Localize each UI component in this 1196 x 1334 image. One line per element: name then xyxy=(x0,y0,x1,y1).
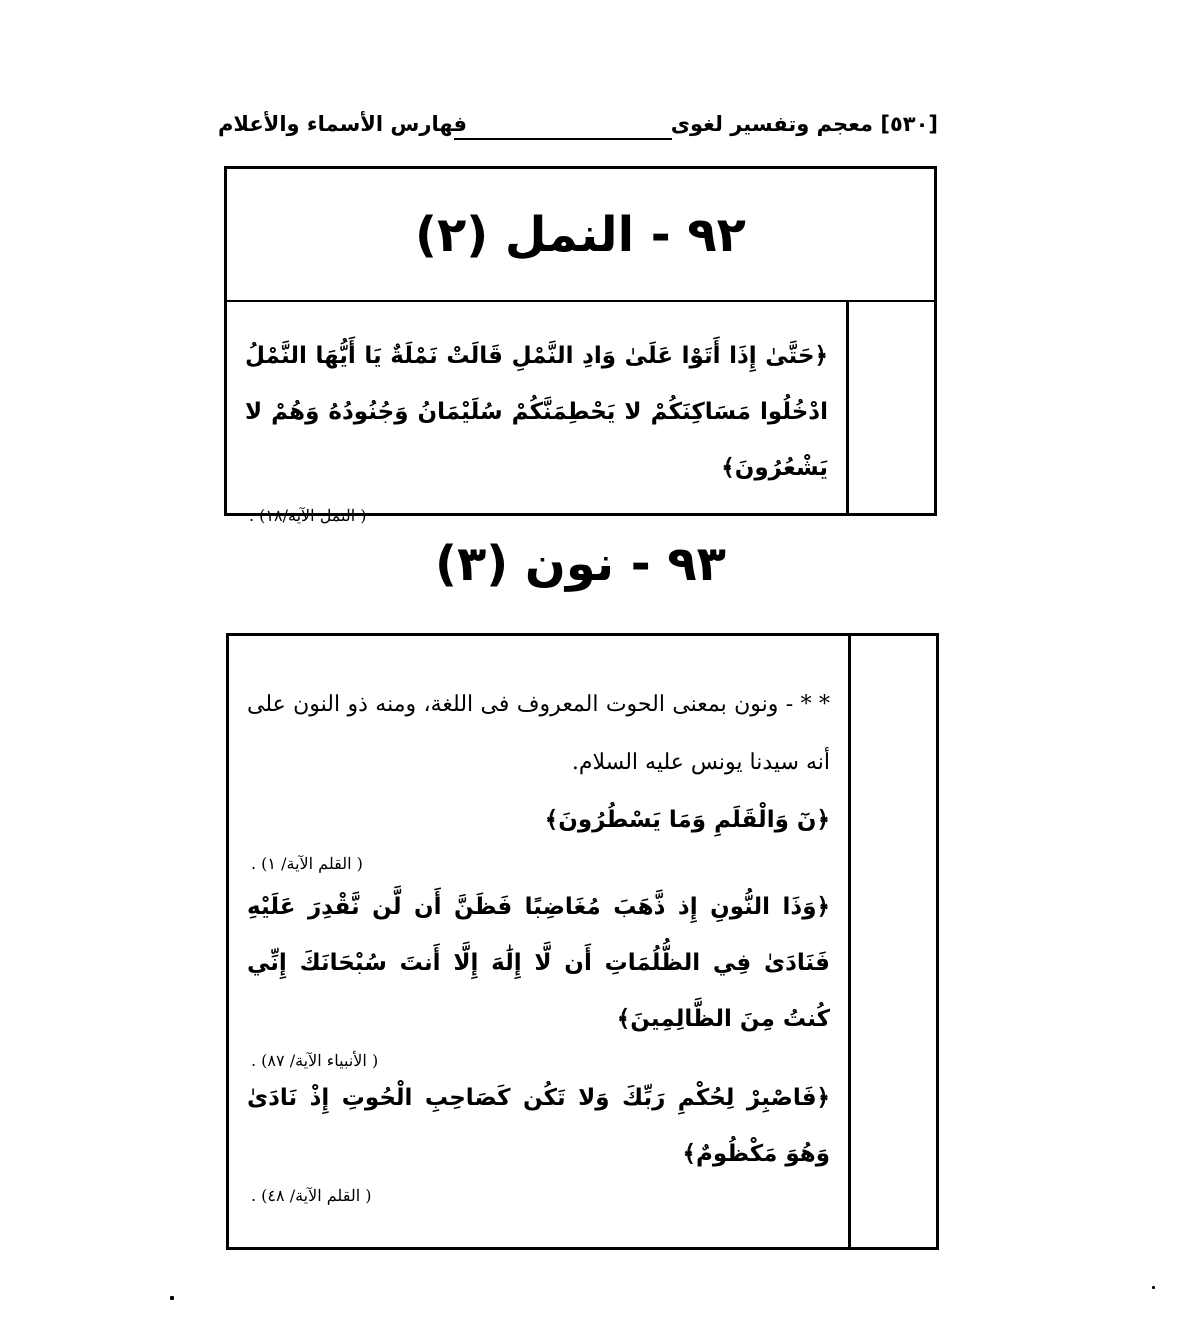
entry-92-table xyxy=(224,166,937,525)
entry-93-side-column xyxy=(848,636,936,1247)
entry-92-verse: ﴿حَتَّىٰ إِذَا أَتَوْا عَلَىٰ وَادِ النَّمْلِ قَالَتْ نَمْلَةٌ يَا أَيُّهَا النَّمْلُ ادْخُلُوا مَسَاكِنَكُمْ لا يَحْطِمَنَّكُمْ سُلَيْمَانُ وَجُنُودُهُ وَهُمْ لا يَشْعُرُونَ﴾ xyxy=(245,343,828,481)
entry-93-ref-2: ( الأنبياء الآية/ ٨٧) . xyxy=(251,1051,379,1070)
entry-93-ref-3: ( القلم الآية/ ٤٨) . xyxy=(251,1186,372,1205)
entry-93-ref-1: ( القلم الآية/ ١) . xyxy=(251,854,363,873)
entry-93-content xyxy=(229,636,848,1247)
entry-93-intro: * * - ونون بمعنى الحوت المعروف فى اللغة، ومنه ذو النون على أنه سيدنا يونس عليه السلام. xyxy=(247,692,830,775)
scan-speck xyxy=(170,1296,174,1300)
running-header xyxy=(218,112,938,148)
scan-speck xyxy=(1152,1286,1155,1289)
section-label: فهارس الأسماء والأعلام xyxy=(218,112,467,136)
entry-93-title: ٩٣ - نون (٣) xyxy=(435,536,726,592)
entry-93-heading xyxy=(224,536,937,592)
entry-92-reference: ( النمل الآية/١٨) . xyxy=(249,506,367,525)
page-number-label: [٥٣٠] معجم وتفسير لغوى xyxy=(670,112,938,136)
entry-93-table xyxy=(226,633,939,1250)
entry-92-title-cell xyxy=(227,169,934,302)
entry-92-content xyxy=(227,300,846,525)
entry-92-side-column xyxy=(846,300,934,513)
entry-93-verse-3: ﴿فَاصْبِرْ لِحُكْمِ رَبِّكَ وَلا تَكُن كَصَاحِبِ الْحُوتِ إِذْ نَادَىٰ وَهُوَ مَكْظُومٌ﴾ xyxy=(247,1085,830,1167)
header-rule xyxy=(454,138,672,140)
entry-93-verse-2: ﴿وَذَا النُّونِ إِذ ذَّهَبَ مُغَاضِبًا فَظَنَّ أَن لَّن نَّقْدِرَ عَلَيْهِ فَنَادَىٰ فِي الظُّلُمَاتِ أَن لَّا إِلَٰهَ إِلَّا أَنتَ سُبْحَانَكَ إِنِّي كُنتُ مِنَ الظَّالِمِينَ﴾ xyxy=(247,894,830,1032)
entry-92-title: ٩٢ - النمل (٢) xyxy=(415,206,746,263)
entry-93-verse-1: ﴿نٓ وَالْقَلَمِ وَمَا يَسْطُرُونَ﴾ xyxy=(544,807,830,833)
